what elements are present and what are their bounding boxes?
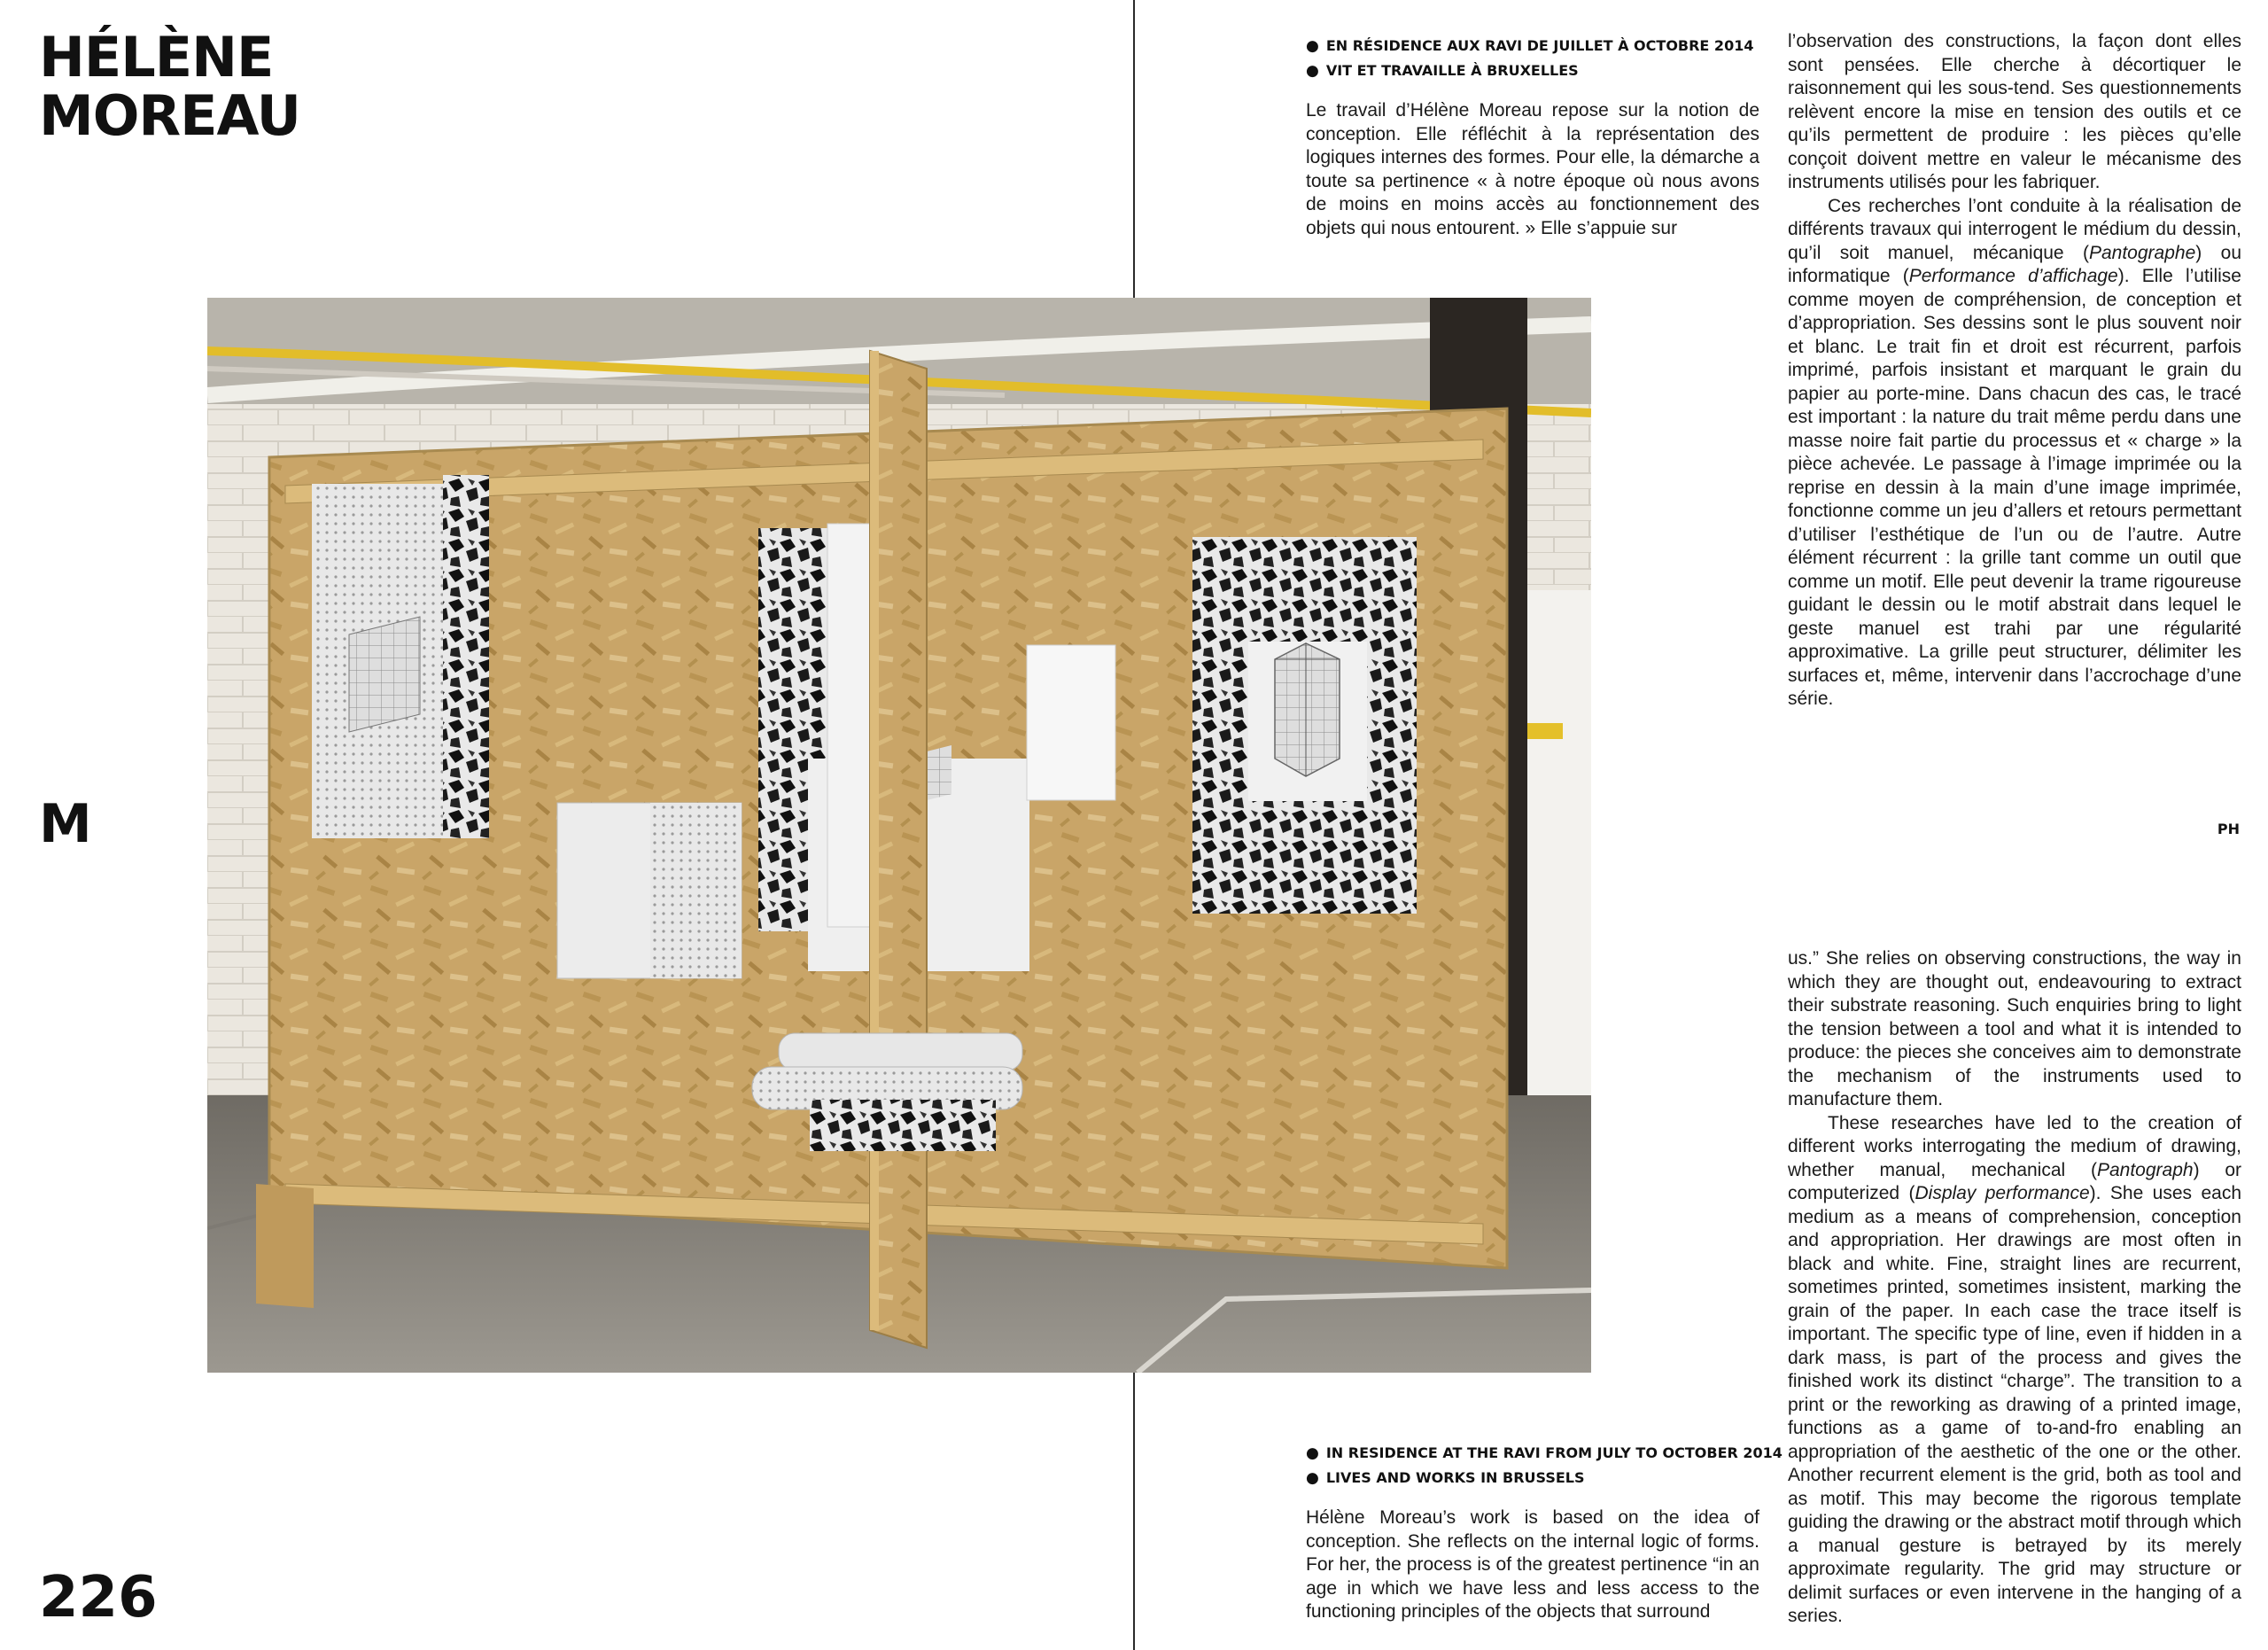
english-column-2 [1788,947,2241,1629]
artist-name-line-1: HÉLÈNE [39,25,274,90]
french-residency-info [1306,34,1767,83]
english-paragraph-2: These researches have led to the creation of different works interrogating the medium of drawing, whether manual, mechanical (Pantograph) or computerized (Display performance). She uses each medium as a means of comprehension, conception and appropriation. Her drawings are most often in black and white. Fine, straight lines are recurrent, sometimes printed, sometimes insistent, marking the grain of the paper. In each case the trace itself is important. The specific type of line, even if hidden in a dark mass, is part of the process and gives the finished work its distinct “charge”. The transition to a print or the reworking as drawing of a printed image, functions as a game of to-and-fro enabling an appropriation of the aesthetic of the one or the other. Another recurrent element is the grid, both as tool and as motif. This may become the rigorous template guiding the drawing or the abstract motif through which a manual gesture is betrayed by its merely approximate regularity. The grid may structure or delimit surfaces or even intervene in the hanging of a series. [1788,1112,2242,1626]
english-column-1 [1306,1506,1759,1624]
installation-photo [207,298,1591,1373]
french-paragraph-2: Ces recherches l’ont conduite à la réalisation de différents travaux qui interrogent le médium du dessin, qu’il soit manuel, mécanique (Pantographe) ou informatique (Performance d’affichage). Elle l’utilise comme moyen de compréhension, de conception et d’appropriation. Ses dessins sont le plus souvent noir et blanc. Le trait fin et droit est récurrent, parfois imprimé, parfois insistant et marquant le grain du papier au porte-mine. Dans chacun des cas, le tracé est important : la nature du trait même perdu dans une masse noire fait partie du processus et « charge » la pièce achevée. Le passage à l’image imprimée ou la reprise en dessin à la main d’une image imprimée, fonctionne comme un jeu d’allers et retours permettant d’utiliser l’esthétique de l’un ou de l’autre. Autre élément récurrent : la grille tant comme un outil que comme un motif. Elle peut devenir la trame rigoureuse guidant le dessin ou le motif abstrait dans lequel le geste manuel est trahi par une régularité approximative. La grille peut structurer, délimiter les surfaces et, même, intervenir dans l’accrochage d’une série. [1788,195,2241,709]
residency-bullet: ● IN RESIDENCE AT THE RAVI FROM JULY TO OCTOBER 2014 [1306,1441,1767,1466]
location-bullet: ● LIVES AND WORKS IN BRUSSELS [1306,1466,1767,1490]
english-paragraph-1-continued: us.” She relies on observing constructions, the way in which they are thought out, endeavouring to extract their substrate reasoning. Such enquiries bring to light the tension between a tool and what it is intended to produce: the pieces she conceives aim to demonstrate the mechanism of the instruments used to manufacture them. [1788,948,2241,1109]
artist-name [39,25,300,148]
installation-photo-illustration [207,298,1591,1373]
french-column-2 [1788,30,2241,712]
english-residency-info [1306,1441,1783,1490]
location-bullet: ● VIT ET TRAVAILLE À BRUXELLES [1306,58,1767,83]
french-paragraph-1: Le travail d’Hélène Moreau repose sur la notion de conception. Elle réfléchit à la représentation des logiques internes des formes. Pour elle, la démarche a toute sa pertinence « à notre époque où nous avons de moins en moins accès au fonctionnement des objets qui nous entourent. » Elle s’appuie sur [1306,100,1759,238]
page-number: 226 [39,1565,158,1631]
artist-name-line-2: MOREAU [39,83,300,148]
french-column-1 [1306,99,1759,240]
residency-bullet: ● EN RÉSIDENCE AUX RAVI DE JUILLET À OCTOBRE 2014 [1306,34,1767,58]
french-paragraph-1-continued: l’observation des constructions, la façon dont elles sont pensées. Elle cherche à décortiquer le raisonnement qui les sous-tend. Ses questionnements relèvent encore la mise en tension des outils et ce qu’ils permettent de produire : les pièces qu’elle conçoit doivent mettre en valeur le mécanisme des instruments utilisés pour les fabriquer. [1788,31,2241,192]
section-letter: M [39,793,92,855]
english-paragraph-1: Hélène Moreau’s work is based on the idea of conception. She reflects on the internal logic of forms. For her, the process is of the greatest pertinence “in an age in which we have less and less access to the functioning principles of the objects that surround [1306,1507,1759,1622]
author-initials: PH [2217,821,2240,837]
